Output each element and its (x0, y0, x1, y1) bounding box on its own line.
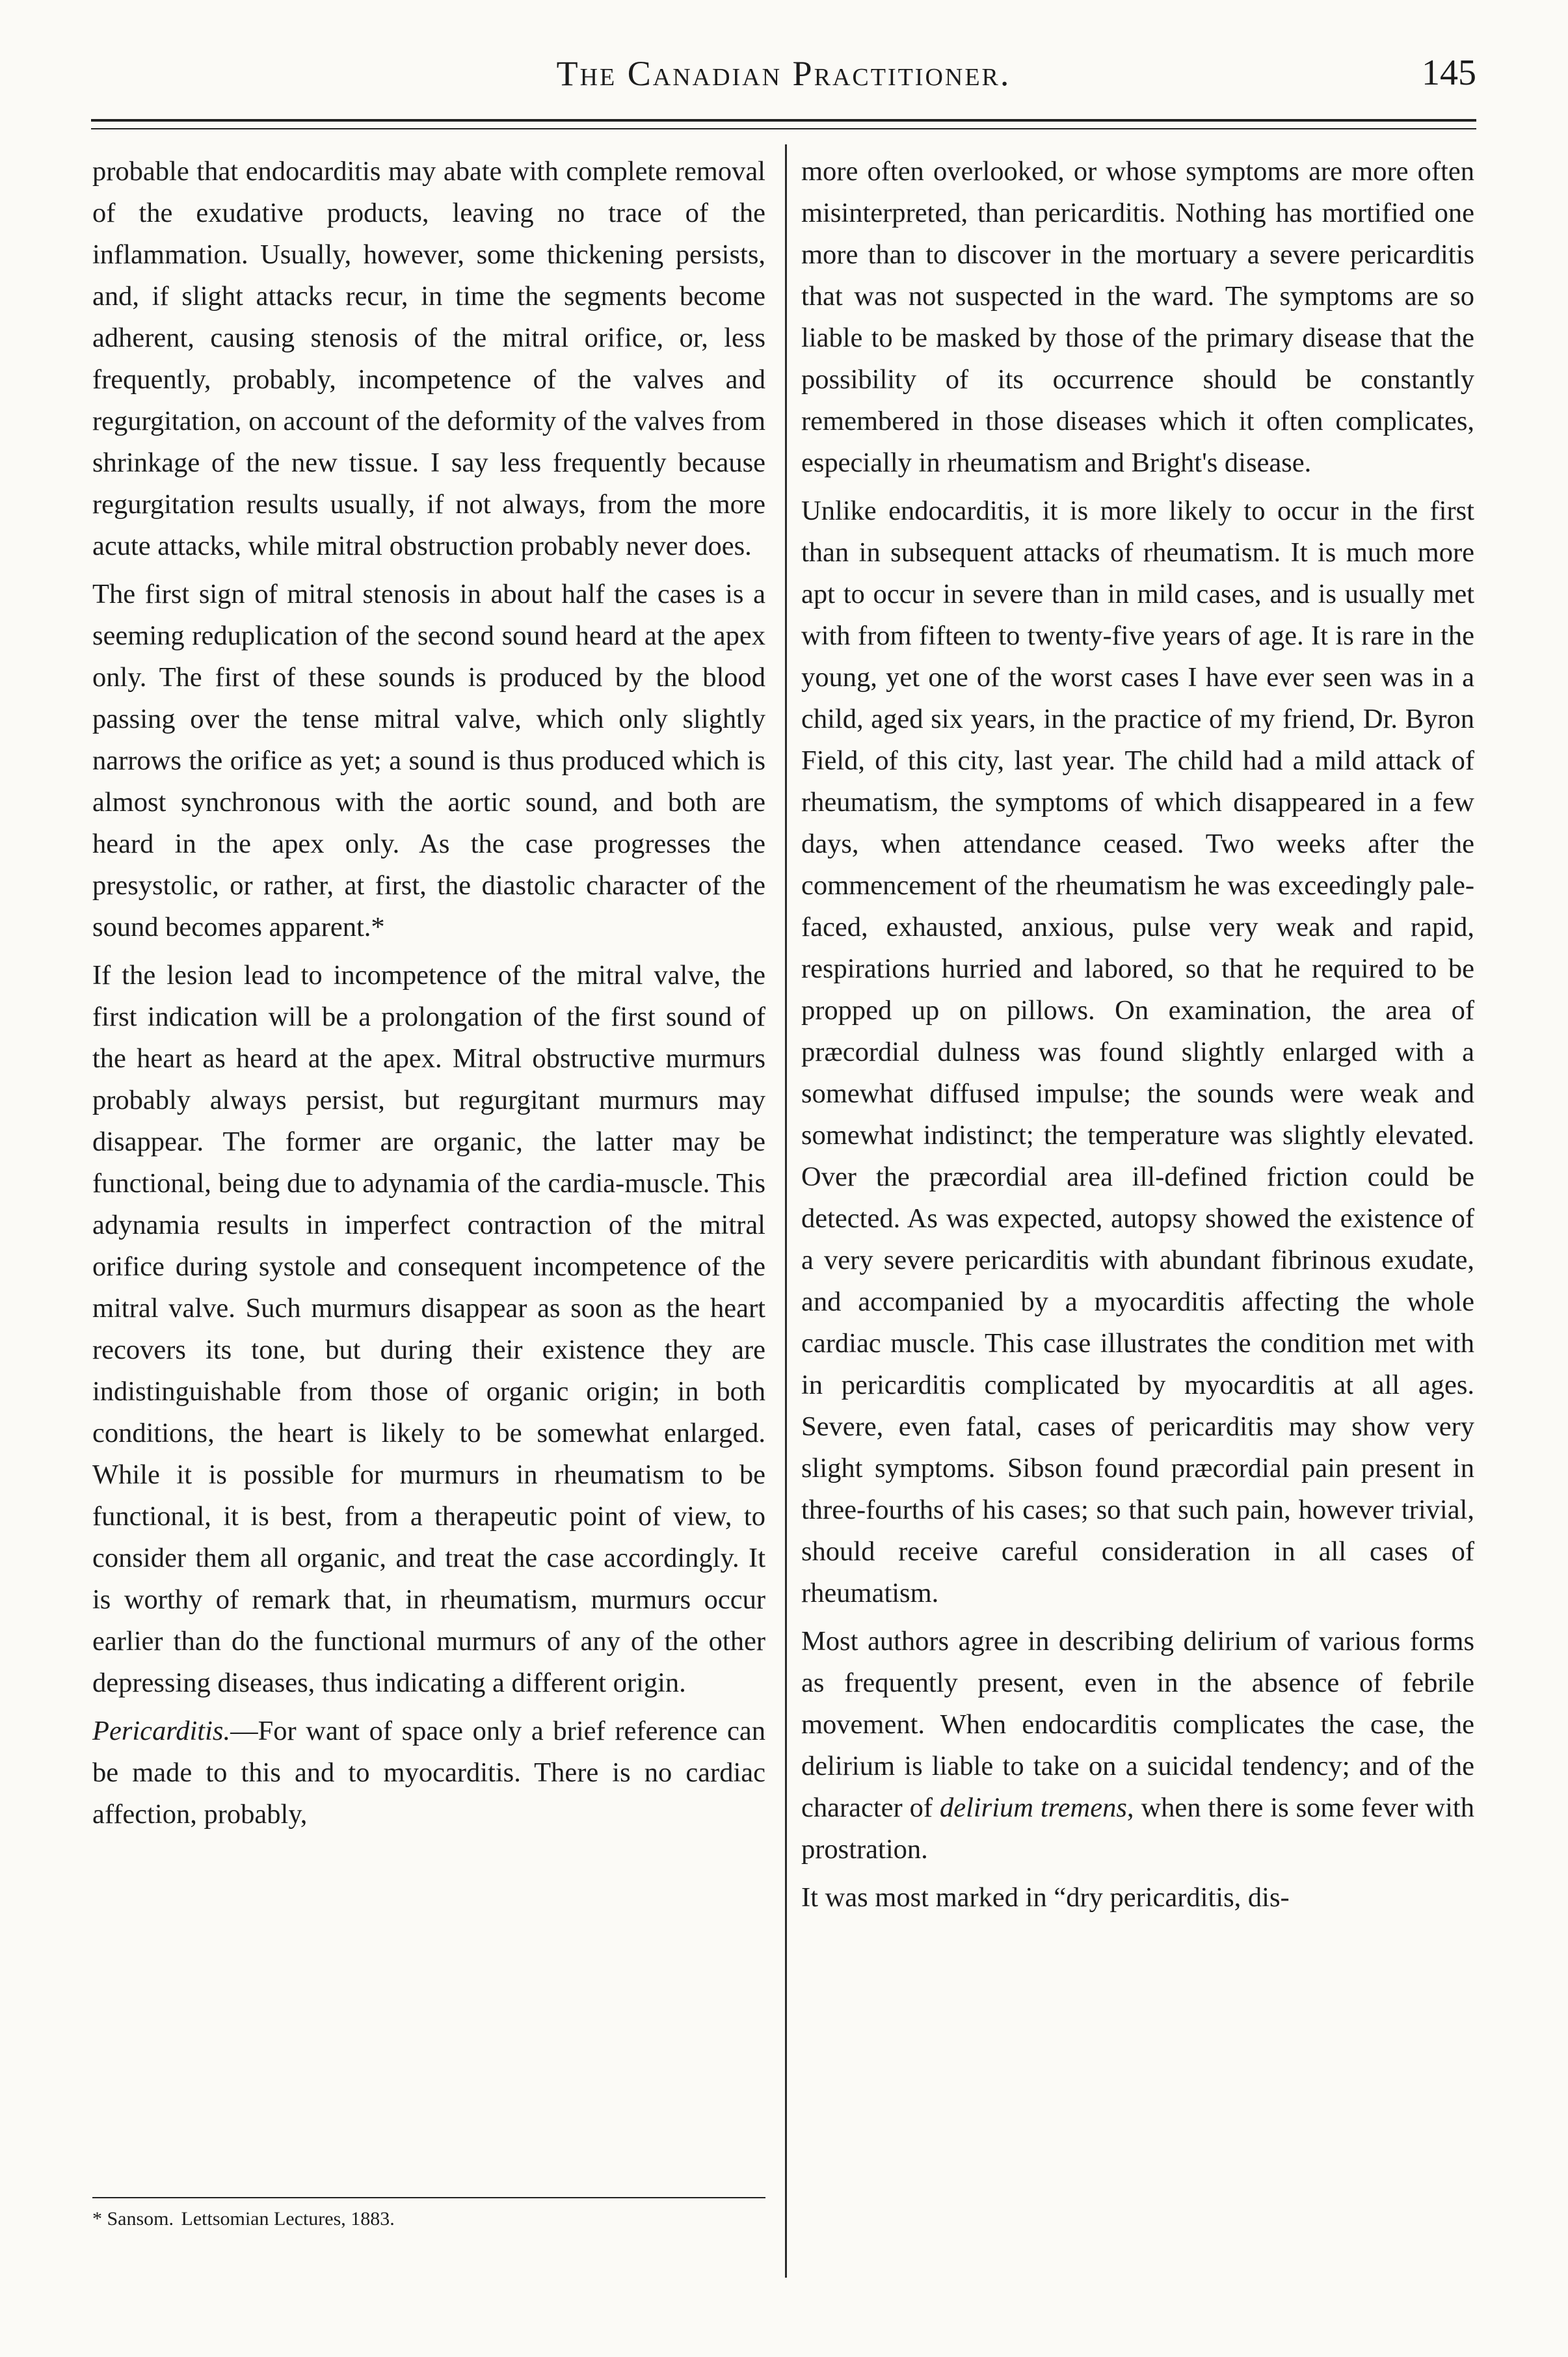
right-paragraph-3 (801, 1621, 1474, 1871)
left-paragraph-1: probable that endocarditis may abate with complete removal of the exudative products, leaving no trace of the inflammation. Usually, however, some thickening persists, and, if slight attacks recur, in time the segments become adherent, causing stenosis of the mitral orifice, or, less frequently, probably, incompetence of the valves and regurgitation, on account of the deformity of the valves from shrinkage of the new tissue. I say less frequently because regurgitation results usually, if not always, from the more acute attacks, while mitral obstruction probably never does. (92, 156, 765, 561)
left-paragraph-4 (92, 1711, 765, 1835)
footnote-text: Lettsomian Lectures, 1883. (181, 2208, 395, 2230)
column-divider (785, 144, 787, 2278)
header-rule-thick (91, 119, 1476, 122)
right-paragraph-2: Unlike endocarditis, it is more likely to occur in the first than in subsequent attacks of rheumatism. It is much more apt to occur in severe than in mild cases, and is usually met with from fifteen to twenty-five years of age. It is rare in the young, yet one of the worst cases I have ever seen was in a child, aged six years, in the practice of my friend, Dr. Byron Field, of this city, last year. The child had a mild attack of rheumatism, the symptoms of which disappeared in a few days, when attendance ceased. Two weeks after the commencement of the rheumatism he was exceedingly pale-faced, exhausted, anxious, pulse very weak and rapid, respirations hurried and labored, so that he required to be propped up on pillows. On examination, the area of præcordial dulness was found slightly enlarged with a somewhat diffused impulse; the sounds were weak and somewhat indistinct; the temperature was slightly elevated. Over the præcordial area ill-defined friction could be detected. As was expected, autopsy showed the existence of a very severe pericarditis with abundant fibrinous exudate, and accompanied by a myocarditis affecting the whole cardiac muscle. This case illustrates the condition met with in pericarditis complicated by myocarditis at all ages. Severe, even fatal, cases of pericarditis may show very slight symptoms. Sibson found præcordial pain present in three-fourths of his cases; so that such pain, however trivial, should receive careful consideration in all cases of rheumatism. (801, 496, 1474, 1608)
right-column (801, 151, 1474, 1919)
right-paragraph-3-a: Most authors agree in describing delirium of various forms as frequently present, even in the absence of febrile movement. When endocarditis complicates the case, the delirium is liable to take on a suicidal tendency; and of the character of (801, 1626, 1474, 1823)
header-rule-thin (91, 128, 1476, 129)
footnote-rule (92, 2197, 765, 2198)
left-paragraph-2: The first sign of mitral stenosis in about half the cases is a seeming reduplication of the second sound heard at the apex only. The first of these sounds is produced by the blood passing over the tense mitral valve, which only slightly narrows the orifice as yet; a sound is thus produced which is almost synchronous with the aortic sound, and both are heard in the apex only. As the case progresses the presystolic, or rather, at first, the diastolic character of the sound becomes apparent.* (92, 579, 765, 942)
left-paragraph-4-text: —For want of space only a brief reference can be made to this and to myocarditis. There is no cardiac affection, probably, (92, 1716, 765, 1830)
left-paragraph-3: If the lesion lead to incompetence of the mitral valve, the first indication will be a prolongation of the first sound of the heart as heard at the apex. Mitral obstructive murmurs probably always persist, but regurgitant murmurs may disappear. The former are organic, the latter may be functional, being due to adynamia of the cardia-muscle. This adynamia results in imperfect contraction of the mitral orifice during systole and consequent incompetence of the mitral valve. Such murmurs disappear as soon as the heart recovers its tone, but during their existence they are indistinguishable from those of organic origin; in both conditions, the heart is likely to be somewhat enlarged. While it is possible for murmurs in rheumatism to be functional, it is best, from a therapeutic point of view, to consider them all organic, and treat the case accordingly. It is worthy of remark that, in rheumatism, murmurs occur earlier than do the functional murmurs of any of the other depressing diseases, thus indicating a different origin. (92, 960, 765, 1698)
page-number: 145 (1422, 53, 1476, 93)
right-paragraph-3-b: , when there is some fever with prostration. (801, 1792, 1474, 1865)
delirium-tremens-term: delirium tremens (939, 1792, 1127, 1823)
footnote-marker: * Sansom. (92, 2208, 174, 2230)
left-column (92, 151, 765, 1835)
right-paragraph-1: more often overlooked, or whose symptoms are more often misinterpreted, than pericarditis. Nothing has mortified one more than to discover in the mortuary a severe pericarditis that was not suspected in the ward. The symptoms are so liable to be masked by those of the primary disease that the possibility of its occurrence should be constantly remembered in those diseases which it often complicates, especially in rheumatism and Bright's disease. (801, 156, 1474, 478)
pericarditis-heading: Pericarditis. (92, 1716, 231, 1746)
footnote (92, 2206, 765, 2232)
running-title: The Canadian Practitioner. (556, 54, 1011, 93)
page-header (91, 39, 1476, 111)
right-paragraph-4: It was most marked in “dry pericarditis, dis- (801, 1882, 1290, 1913)
